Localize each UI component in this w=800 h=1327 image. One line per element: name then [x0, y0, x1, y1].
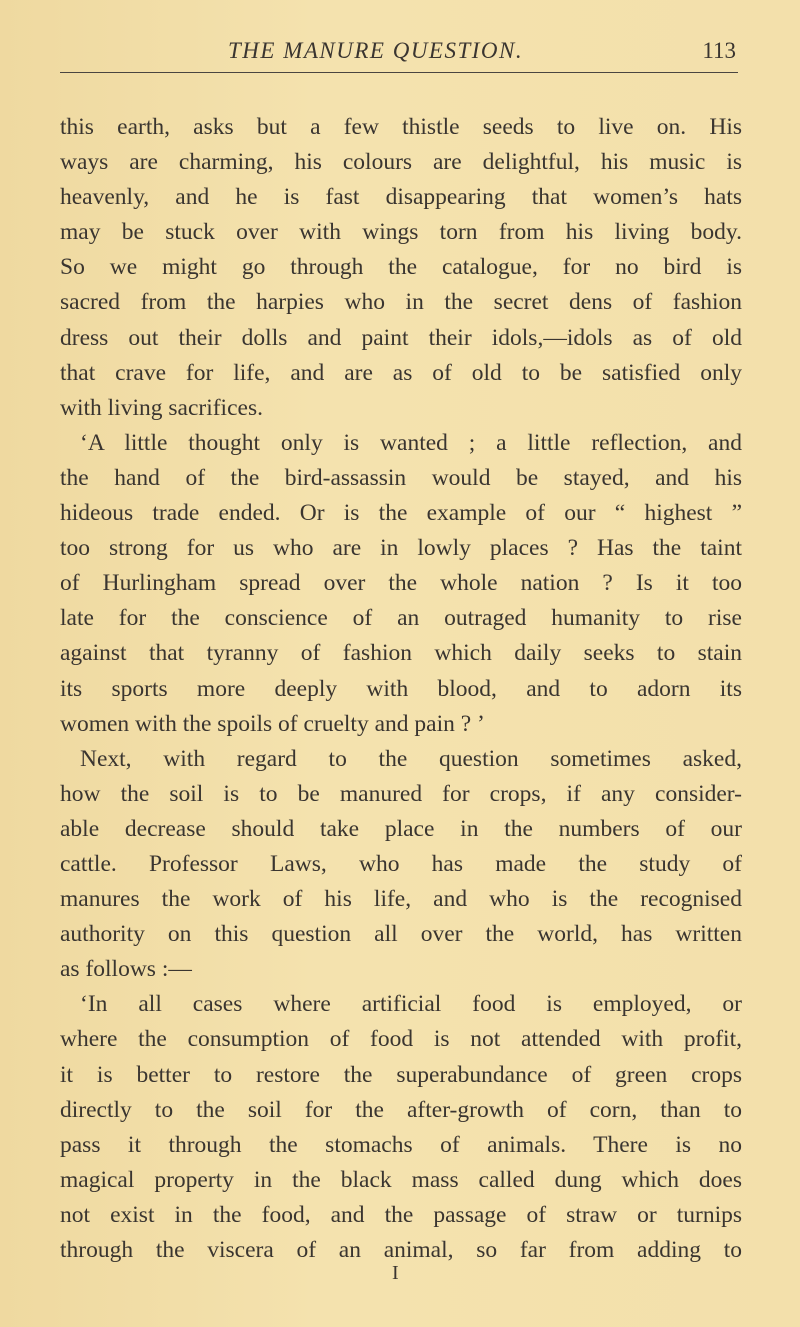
text-line: dress out their dolls and paint their idols,—idols as of old [60, 324, 742, 351]
paragraph [60, 742, 742, 988]
text-line: it is better to restore the superabundance of green crops [60, 1061, 742, 1088]
text-line: heavenly, and he is fast disappearing that women’s hats [60, 184, 742, 211]
text-line: late for the conscience of an outraged humanity to rise [60, 605, 742, 632]
text-line: cattle. Professor Laws, who has made the study of [60, 850, 742, 877]
body-text [60, 110, 742, 1268]
text-line: able decrease should take place in the numbers of our [60, 815, 742, 842]
signature-mark: I [392, 1262, 399, 1284]
text-line: manures the work of his life, and who is the recognised [60, 886, 742, 913]
running-head [228, 38, 748, 68]
text-line: may be stuck over with wings torn from his living body. [60, 219, 742, 246]
text-line: through the viscera of an animal, so far from adding to [60, 1237, 742, 1263]
text-line: pass it through the stomachs of animals. There is no [60, 1131, 742, 1158]
text-line: women with the spoils of cruelty and pain ? ’ [60, 710, 485, 737]
text-line: as follows :— [60, 956, 192, 983]
text-line: magical property in the black mass called dung which does [60, 1166, 742, 1193]
header-rule [60, 72, 738, 73]
paragraph [60, 426, 742, 742]
text-line: authority on this question all over the world, has written [60, 921, 742, 948]
text-line: not exist in the food, and the passage of straw or turnips [60, 1201, 742, 1228]
text-line: sacred from the harpies who in the secret dens of fashion [60, 289, 742, 316]
text-line: the hand of the bird-assassin would be stayed, and his [60, 464, 742, 491]
text-line: hideous trade ended. Or is the example of our “ highest ” [60, 500, 742, 527]
text-line: ways are charming, his colours are delightful, his music is [60, 149, 742, 176]
text-line: too strong for us who are in lowly places ? Has the taint [60, 535, 742, 562]
text-line: that crave for life, and are as of old to be satisfied only [60, 359, 742, 386]
page-number: 113 [702, 38, 736, 63]
text-line: against that tyranny of fashion which daily seeks to stain [60, 640, 742, 667]
text-line: ‘A little thought only is wanted ; a little reflection, and [80, 429, 742, 456]
text-line: its sports more deeply with blood, and to adorn its [60, 675, 742, 702]
text-line: So we might go through the catalogue, for no bird is [60, 254, 742, 281]
text-line: ‘In all cases where artificial food is employed, or [80, 991, 742, 1018]
paragraph [60, 987, 742, 1268]
text-line: where the consumption of food is not attended with profit, [60, 1026, 742, 1053]
text-line: with living sacrifices. [60, 394, 263, 421]
running-title: THE MANURE QUESTION. [228, 38, 524, 63]
text-line: of Hurlingham spread over the whole nation ? Is it too [60, 570, 742, 597]
text-line: directly to the soil for the after-growth of corn, than to [60, 1096, 742, 1123]
text-line: Next, with regard to the question sometimes asked, [80, 745, 742, 772]
paragraph [60, 110, 742, 426]
text-line: this earth, asks but a few thistle seeds to live on. His [60, 114, 742, 140]
text-line: how the soil is to be manured for crops, if any consider- [60, 780, 742, 807]
